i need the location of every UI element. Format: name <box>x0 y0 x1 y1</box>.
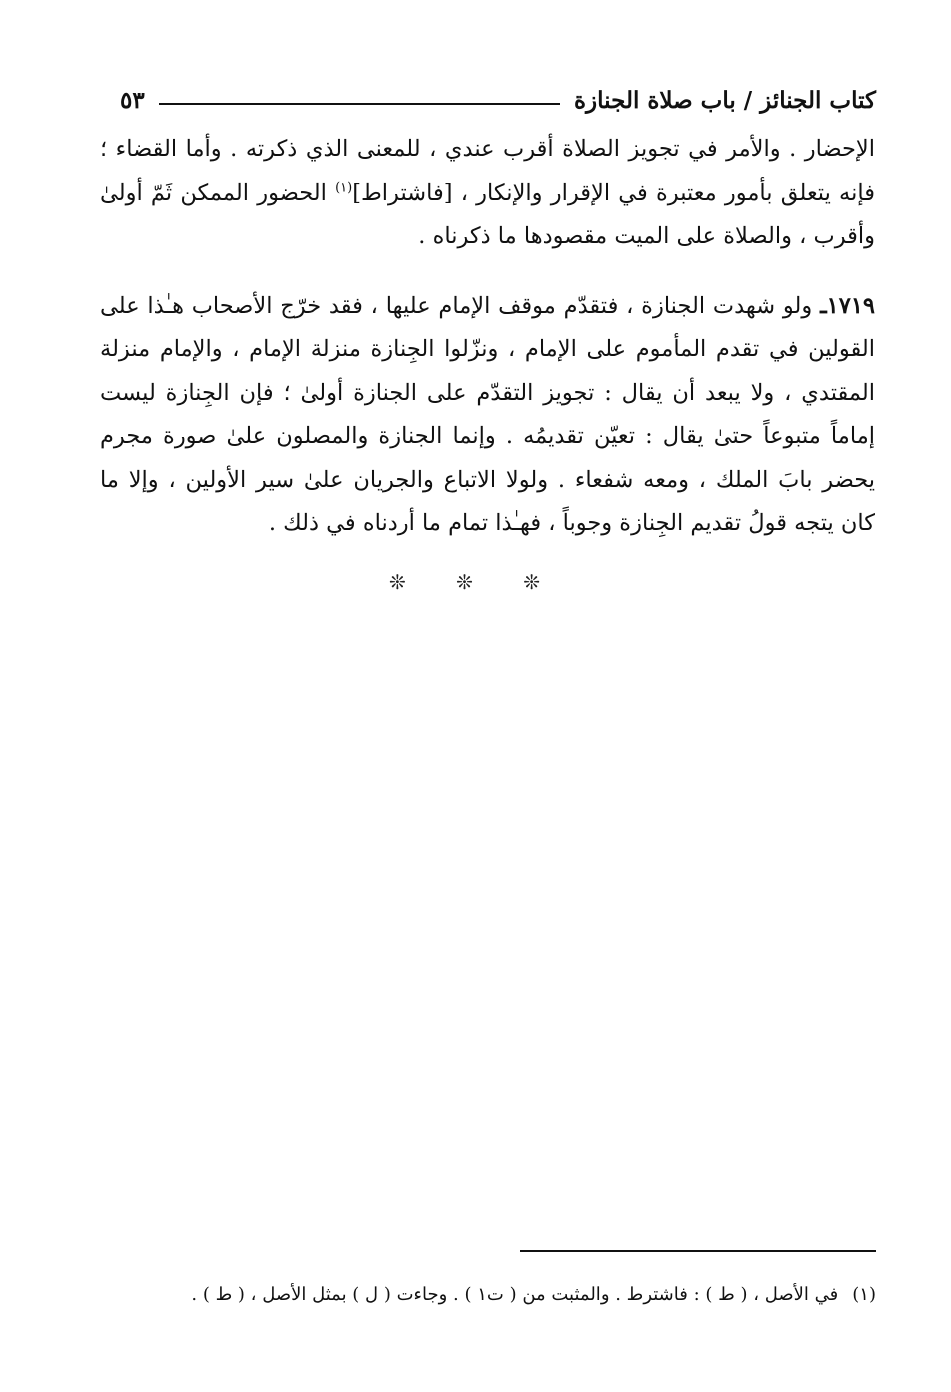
footnote-reference: (١) <box>335 180 353 195</box>
header-rule <box>159 103 560 105</box>
running-header <box>120 80 876 120</box>
running-title: كتاب الجنائز / باب صلاة الجنازة <box>574 86 876 114</box>
footnote-text: في الأصل ، ( ط ) : فاشترط . والمثبت من ( ت١ ) . وجاءت ( ل ) بمثل الأصل ، ( ط ) . <box>191 1284 839 1305</box>
footnote-marker: (١) <box>852 1284 876 1305</box>
page-number: ٥٣ <box>120 86 145 114</box>
paragraph-1-text: الإحضار . والأمر في تجويز الصلاة أقرب عندي ، للمعنى الذي ذكرته . وأما القضاء ؛ فإنه يتعلق بأمور معتبرة في الإقرار والإنكار ، [فاشتراط] <box>100 136 875 206</box>
paragraph-gap <box>100 259 875 285</box>
footnote <box>100 1280 876 1310</box>
paragraph-number: ١٧١٩ـ <box>820 292 875 319</box>
footnote-rule <box>520 1250 876 1252</box>
body-text <box>100 128 875 546</box>
section-separator: ❊ ❊ ❊ <box>389 570 562 594</box>
paragraph-1719 <box>100 285 875 546</box>
paragraph-1719-text: ولو شهدت الجنازة ، فتقدّم موقف الإمام عليها ، فقد خرّج الأصحاب هـٰذا على القولين في تقدم المأموم على الإمام ، ونزّلوا الجِنازة منزلة الإمام ، والإمام منزلة المقتدي ، ولا يبعد أن يقال : تجويز التقدّم على الجنازة أولىٰ ؛ فإن الجِنازة ليست إماماً متبوعاً حتىٰ يقال : تعيّن تقديمُه . وإنما الجنازة والمصلون علىٰ صورة مجرم يحضر بابَ الملك ، ومعه شفعاء . ولولا الاتباع والجريان علىٰ سير الأولين ، وإلا ما كان يتجه قولُ تقديم الجِنازة وجوباً ، فهـٰذا تمام ما أردناه في ذلك . <box>100 292 875 536</box>
paragraph-1 <box>100 128 875 259</box>
paragraph-1-rest: الحضور الممكن ثَمّ أولىٰ وأقرب ، والصلاة على الميت مقصودها ما ذكرناه . <box>100 179 875 249</box>
